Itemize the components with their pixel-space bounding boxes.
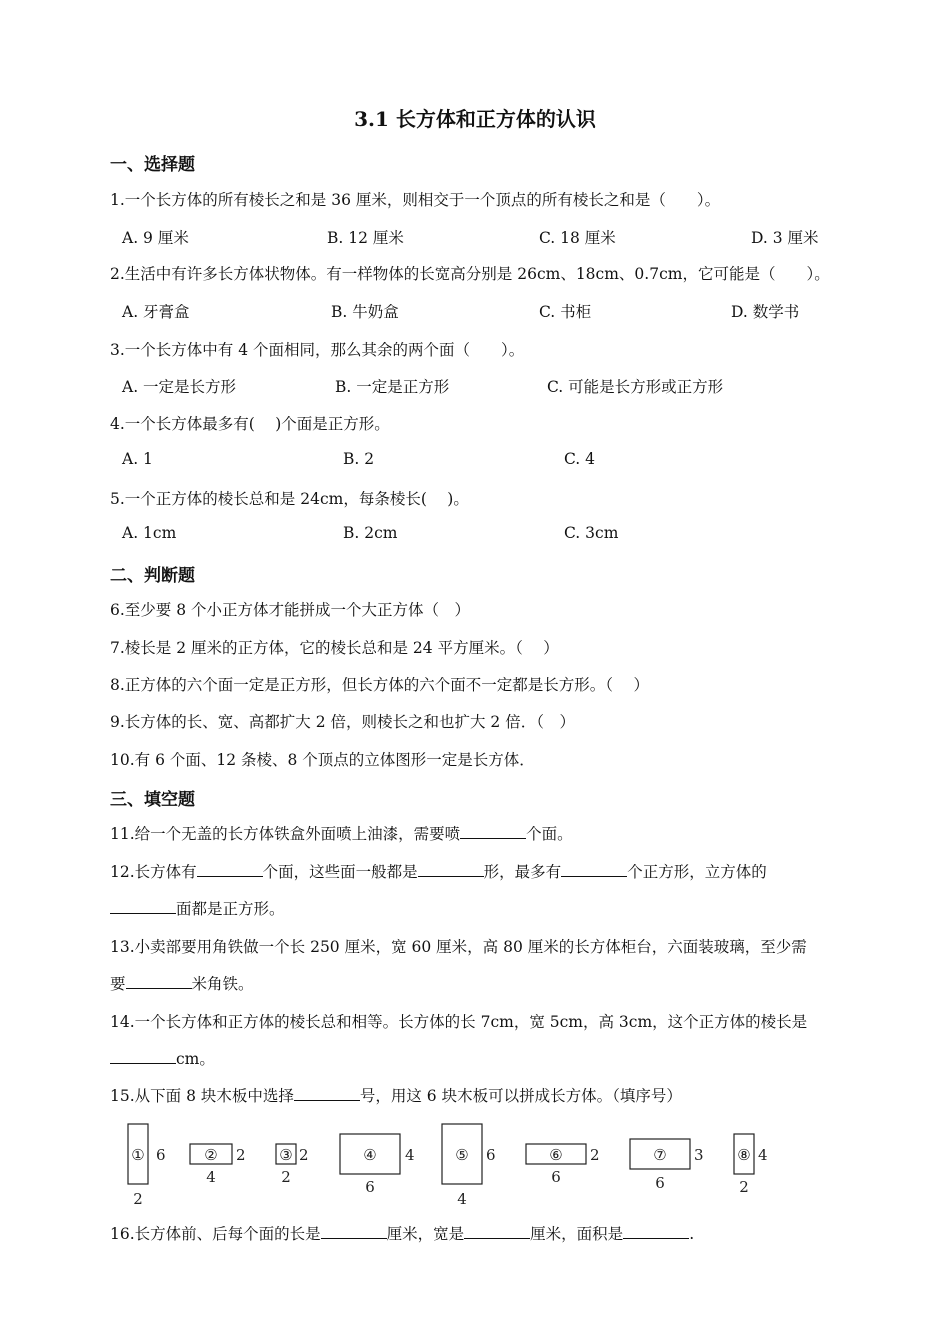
q2-option-c: C. 书柜	[539, 303, 592, 321]
boards-figure	[118, 1120, 798, 1210]
question-16	[110, 1222, 694, 1244]
board-7-label: ⑦	[653, 1146, 667, 1164]
section-heading-choice: 一、选择题	[110, 155, 195, 175]
q13-text-a: 13.小卖部要用角铁做一个长 250 厘米，宽 60 厘米，高 80 厘米的长方体柜台，六面装玻璃，至少需	[110, 938, 807, 956]
section-heading-fill-in: 三、填空题	[110, 790, 195, 810]
board-8	[734, 1134, 768, 1196]
page-title: 3.1 长方体和正方体的认识	[354, 107, 596, 131]
board-8-label: ⑧	[737, 1146, 751, 1164]
board-6-label: ⑥	[549, 1146, 563, 1164]
question-11	[110, 822, 573, 844]
q13-text-c: 米角铁。	[191, 975, 254, 993]
question-2: 2.生活中有许多长方体状物体。有一样物体的长宽高分别是 26cm、18cm、0.7cm，它可能是（ ）。	[110, 265, 830, 283]
answer-blank[interactable]	[561, 862, 627, 877]
answer-blank[interactable]	[464, 1224, 530, 1239]
q5-option-b: B. 2cm	[343, 524, 398, 542]
q16-text-d: .	[689, 1225, 695, 1243]
board-1	[128, 1124, 166, 1208]
question-13-line-2	[110, 972, 254, 994]
question-12-line-1	[110, 860, 767, 882]
board-2	[190, 1144, 246, 1186]
board-8-side: 4	[758, 1146, 768, 1164]
question-12-line-2	[110, 897, 285, 919]
board-3-side: 2	[299, 1146, 309, 1164]
q14-text-b: cm。	[176, 1050, 215, 1068]
q16-text-c: 厘米，面积是	[530, 1225, 624, 1243]
board-3-label: ③	[279, 1146, 293, 1164]
board-6	[526, 1144, 600, 1186]
answer-blank[interactable]	[197, 862, 263, 877]
answer-blank[interactable]	[110, 1049, 176, 1064]
question-9: 9.长方体的长、宽、高都扩大 2 倍，则棱长之和也扩大 2 倍．（ ）	[110, 713, 575, 731]
q1-option-b: B. 12 厘米	[327, 229, 404, 247]
q14-text-a: 14.一个长方体和正方体的棱长总和相等。长方体的长 7cm，宽 5cm，高 3cm，这个正方体的棱长是	[110, 1013, 808, 1031]
board-4-bottom: 6	[365, 1178, 375, 1196]
q1-option-d: D. 3 厘米	[751, 229, 819, 247]
answer-blank[interactable]	[126, 974, 192, 989]
q12-text-c: 形，最多有	[483, 863, 562, 881]
q2-option-d: D. 数学书	[731, 303, 800, 321]
question-4: 4.一个长方体最多有( )个面是正方形。	[110, 415, 390, 433]
q16-text-b: 厘米，宽是	[386, 1225, 465, 1243]
question-5: 5.一个正方体的棱长总和是 24cm，每条棱长( )。	[110, 490, 469, 508]
question-7: 7.棱长是 2 厘米的正方体，它的棱长总和是 24 平方厘米。（ ）	[110, 639, 559, 657]
q16-text-a: 16.长方体前、后每个面的长是	[110, 1225, 321, 1243]
q1-option-c: C. 18 厘米	[539, 229, 616, 247]
board-5-bottom: 4	[457, 1190, 467, 1208]
board-3	[276, 1144, 309, 1186]
q12-text-b: 个面，这些面一般都是	[262, 863, 418, 881]
board-6-side: 2	[590, 1146, 600, 1164]
board-2-bottom: 4	[206, 1168, 216, 1186]
q15-text-a: 15.从下面 8 块木板中选择	[110, 1087, 294, 1105]
q12-text-d: 个正方形，立方体的	[627, 863, 767, 881]
board-3-bottom: 2	[281, 1168, 291, 1186]
question-13-line-1	[110, 935, 807, 957]
q12-text-a: 12.长方体有	[110, 863, 197, 881]
board-4-side: 4	[405, 1146, 415, 1164]
question-8: 8.正方体的六个面一定是正方形，但长方体的六个面不一定都是长方形。（ ）	[110, 676, 649, 694]
q3-option-c: C. 可能是长方形或正方形	[547, 378, 724, 396]
question-14-line-1	[110, 1010, 807, 1032]
board-1-label: ①	[131, 1146, 145, 1164]
question-14-line-2	[110, 1047, 215, 1069]
q2-option-a: A. 牙膏盒	[122, 303, 190, 321]
answer-blank[interactable]	[418, 862, 484, 877]
board-8-bottom: 2	[739, 1178, 749, 1196]
answer-blank[interactable]	[294, 1086, 360, 1101]
q12-text-e: 面都是正方形。	[176, 900, 285, 918]
board-2-label: ②	[204, 1146, 218, 1164]
board-7	[630, 1139, 704, 1192]
q4-option-a: A. 1	[122, 450, 153, 468]
board-4	[340, 1134, 415, 1196]
q3-option-b: B. 一定是正方形	[335, 378, 450, 396]
board-2-side: 2	[236, 1146, 246, 1164]
q15-text-b: 号，用这 6 块木板可以拼成长方体。（填序号）	[359, 1087, 682, 1105]
board-1-bottom: 2	[133, 1190, 143, 1208]
section-heading-judgement: 二、判断题	[110, 566, 195, 586]
question-10: 10.有 6 个面、12 条棱、8 个顶点的立体图形一定是长方体．	[110, 751, 535, 769]
q11-text-a: 11.给一个无盖的长方体铁盒外面喷上油漆，需要喷	[110, 825, 461, 843]
answer-blank[interactable]	[623, 1224, 689, 1239]
q1-option-a: A. 9 厘米	[122, 229, 189, 247]
question-3: 3.一个长方体中有 4 个面相同，那么其余的两个面（ ）。	[110, 341, 525, 359]
board-5-label: ⑤	[455, 1146, 469, 1164]
answer-blank[interactable]	[460, 824, 526, 839]
question-6: 6.至少要 8 个小正方体才能拼成一个大正方体（ ）	[110, 601, 471, 619]
board-6-bottom: 6	[551, 1168, 561, 1186]
answer-blank[interactable]	[321, 1224, 387, 1239]
board-7-bottom: 6	[655, 1174, 665, 1192]
board-4-label: ④	[363, 1146, 377, 1164]
q3-option-a: A. 一定是长方形	[122, 378, 237, 396]
answer-blank[interactable]	[110, 899, 176, 914]
boards-diagram	[118, 1120, 798, 1210]
q5-option-c: C. 3cm	[564, 524, 619, 542]
q11-text-b: 个面。	[526, 825, 573, 843]
board-1-side: 6	[156, 1146, 166, 1164]
q4-option-c: C. 4	[564, 450, 596, 468]
question-15	[110, 1084, 682, 1106]
board-5-side: 6	[486, 1146, 496, 1164]
q13-text-b: 要	[110, 975, 126, 993]
board-7-side: 3	[694, 1146, 704, 1164]
question-1: 1.一个长方体的所有棱长之和是 36 厘米，则相交于一个顶点的所有棱长之和是（ ）。	[110, 191, 721, 209]
q2-option-b: B. 牛奶盒	[331, 303, 399, 321]
board-5	[442, 1124, 496, 1208]
q4-option-b: B. 2	[343, 450, 375, 468]
q5-option-a: A. 1cm	[122, 524, 177, 542]
